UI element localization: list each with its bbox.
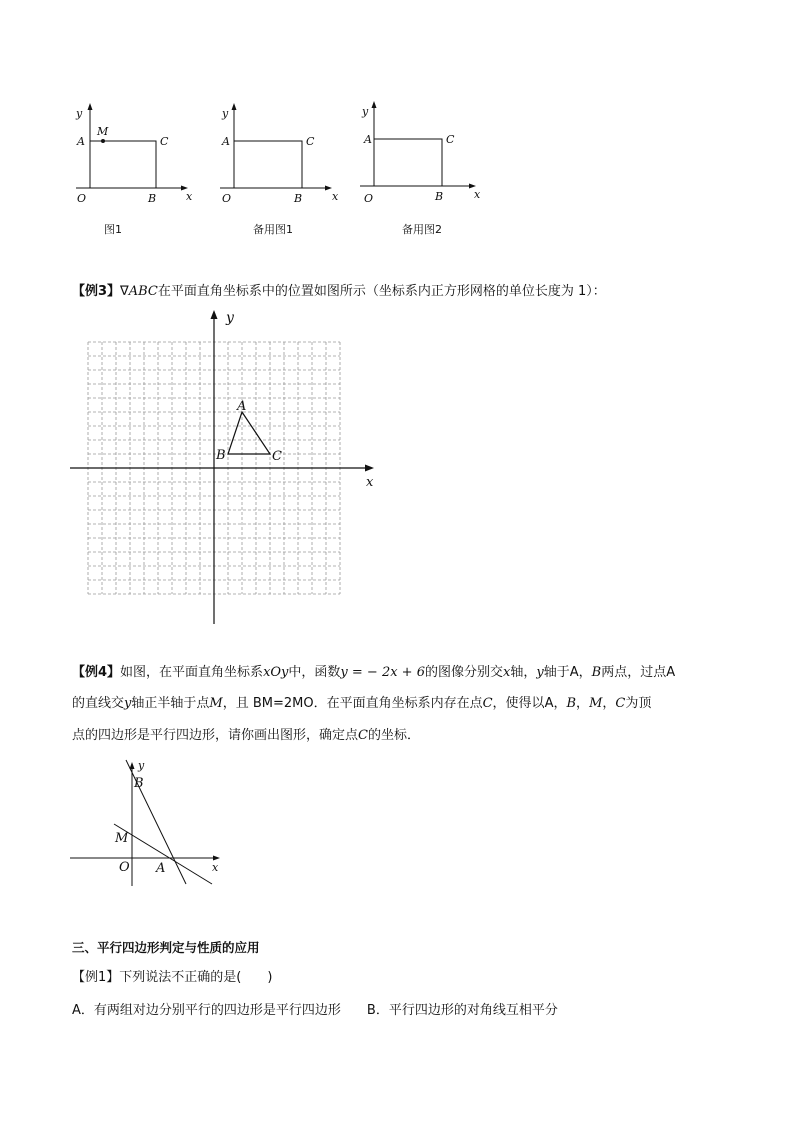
- ex4-text: ，: [576, 696, 590, 711]
- fig1-m-label: M: [97, 125, 109, 138]
- ex4-math: C: [482, 696, 493, 711]
- ex4-math: M: [589, 696, 603, 711]
- fig1-o-label: O: [77, 192, 87, 205]
- grid-x-label: x: [366, 475, 374, 490]
- ex4-text: 的直线交: [72, 696, 125, 711]
- fig1-x-label: x: [186, 190, 193, 203]
- fig1-c-label: C: [160, 135, 169, 148]
- ex4-text: 轴，: [510, 665, 537, 680]
- section-3-heading: 三、平行四边形判定与性质的应用: [72, 940, 260, 955]
- ex4-math: M: [209, 696, 223, 711]
- ex4-text: 的图像分别交: [424, 665, 503, 680]
- fig3-a-label: A: [364, 133, 372, 146]
- figure-3-graph: [352, 98, 486, 210]
- figure-1-caption: 图1: [104, 223, 122, 236]
- ex4-text: 轴于: [543, 665, 570, 680]
- triangle-vertex-a: A: [237, 399, 247, 414]
- example-3-grid-graph: [68, 306, 388, 626]
- example-3-tag: 【例3】: [72, 284, 121, 299]
- ex4-function: y = − 2x + 6: [340, 665, 425, 680]
- option-a: A．有两组对边分别平行的四边形是平行四边形: [72, 1003, 341, 1018]
- ex4-text: ，: [553, 696, 567, 711]
- grid-graph-svg: [68, 306, 388, 626]
- ex4-text: 中，函数: [288, 665, 341, 680]
- fig2-b-label: B: [294, 192, 303, 205]
- ex4-math: B: [591, 665, 602, 680]
- figure-3: [352, 98, 486, 210]
- option-b: B．平行四边形的对角线互相平分: [366, 1003, 558, 1018]
- fig3-c-label: C: [446, 133, 455, 146]
- ex4-text: 的坐标．: [367, 728, 420, 743]
- figure-2: [212, 100, 342, 210]
- fig1-b-label: B: [148, 192, 157, 205]
- figure-3-caption: 备用图2: [402, 223, 442, 236]
- figure-1-graph: [68, 100, 198, 210]
- ex4-math: xOy: [263, 665, 289, 680]
- fig3-y-label: y: [362, 105, 369, 118]
- fig3-o-label: O: [364, 192, 374, 205]
- section-3-example-1-tag: 【例1】: [72, 970, 120, 985]
- ex4-math: A: [569, 665, 579, 680]
- ex4-math: B: [566, 696, 577, 711]
- fig2-c-label: C: [306, 135, 315, 148]
- ex4-x-label: x: [212, 861, 219, 874]
- ex4-o-label: O: [119, 860, 130, 875]
- ex4-text: 点的四边形是平行四边形，请你画出图形，确定点: [72, 728, 359, 743]
- ex4-math: A: [544, 696, 554, 711]
- ex4-math: C: [615, 696, 626, 711]
- ex4-y-label: y: [138, 759, 145, 772]
- ex4-math: y: [536, 665, 544, 680]
- fig2-a-label: A: [222, 135, 230, 148]
- fig3-b-label: B: [435, 190, 444, 203]
- example-3-text: 在平面直角坐标系中的位置如图所示（坐标系内正方形网格的单位长度为 1）：: [157, 284, 606, 299]
- ex4-a-label: A: [156, 861, 166, 876]
- triangle-symbol: ∇: [120, 284, 129, 299]
- example-4-line-3: [72, 726, 420, 746]
- ex4-m-label: M: [115, 831, 129, 846]
- ex4-text: ，: [602, 696, 616, 711]
- ex4-math: y: [124, 696, 132, 711]
- fig3-x-label: x: [474, 188, 481, 201]
- fig1-a-label: A: [77, 135, 85, 148]
- ex4-text: 两点，过点: [601, 665, 667, 680]
- section-3-example-1-text: 下列说法不正确的是( ): [119, 970, 273, 985]
- ex4-text: 轴正半轴于点: [131, 696, 210, 711]
- ex4-text: ，且 BM=2MO．在平面直角坐标系内存在点: [222, 696, 483, 711]
- ex4-math: C: [358, 728, 368, 743]
- example-4-graph-svg: [66, 754, 236, 890]
- example-4-line-2: [72, 694, 651, 714]
- ex4-math: A: [666, 665, 676, 680]
- figure-2-graph: [212, 100, 342, 210]
- fig2-x-label: x: [332, 190, 339, 203]
- ex4-text: 为顶: [625, 696, 652, 711]
- example-4-tag: 【例4】: [72, 665, 121, 680]
- ex4-math: x: [503, 665, 511, 680]
- example-4-line-1: [72, 663, 675, 683]
- example-3-statement: [72, 282, 606, 302]
- fig1-y-label: y: [76, 107, 83, 120]
- ex4-text: ，使得以: [492, 696, 545, 711]
- fig2-y-label: y: [222, 107, 229, 120]
- triangle-vertex-c: C: [272, 449, 282, 464]
- section-3-example-1: [72, 968, 272, 988]
- figure-2-caption: 备用图1: [253, 223, 293, 236]
- grid-y-label: y: [226, 310, 234, 326]
- triangle-name: ABC: [128, 284, 158, 299]
- ex4-b-label: B: [134, 776, 144, 791]
- fig2-o-label: O: [222, 192, 232, 205]
- ex4-text: ，: [578, 665, 592, 680]
- figure-1: [68, 100, 198, 210]
- ex4-text: 如图，在平面直角坐标系: [120, 665, 264, 680]
- section-3-options: [72, 1001, 558, 1021]
- example-4-graph: [66, 754, 236, 890]
- triangle-vertex-b: B: [216, 448, 226, 463]
